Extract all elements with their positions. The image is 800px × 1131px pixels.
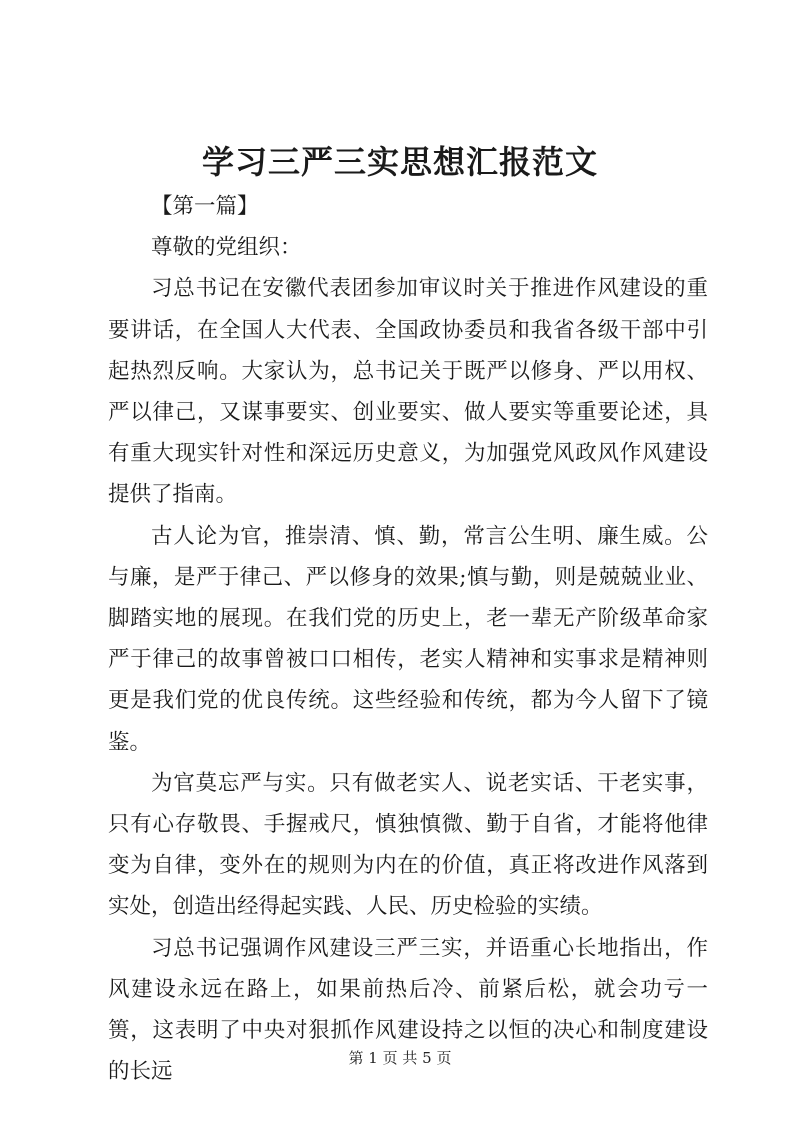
document-title: 学习三严三实思想汇报范文 xyxy=(201,143,598,181)
salutation: 尊敬的党组织： xyxy=(151,235,302,261)
section-heading: 【第一篇】 xyxy=(151,194,259,219)
page-footer: 第 1 页 共 5 页 xyxy=(348,1049,452,1067)
paragraph-2: 古人论为官，推崇清、慎、勤，常言公生明、廉生威。公与廉，是严于律己、严以修身的效果;慎与勤，则是兢兢业业、脚踏实地的展现。在我们党的历史上，老一辈无产阶级革命家严于律己的故事曾被口口相传，老实人精神和实事求是精神则更是我们党的优良传统。这些经验和传统，都为今人留下了镜鉴。 xyxy=(108,523,708,755)
document-body xyxy=(108,186,708,1092)
paragraph-3: 为官莫忘严与实。只有做老实人、说老实话、干老实事，只有心存敬畏、手握戒尺，慎独慎微、勤于自省，才能将他律变为自律，变外在的规则为内在的价值，真正将改进作风落到实处，创造出经得起实践、人民、历史检验的实绩。 xyxy=(108,770,708,920)
paragraph-4: 习总书记强调作风建设三严三实，并语重心长地指出，作风建设永远在路上，如果前热后冷、前紧后松，就会功亏一篑，这表明了中央对狠抓作风建设持之以恒的决心和制度建设的长远 xyxy=(108,935,708,1085)
paragraph-1: 习总书记在安徽代表团参加审议时关于推进作风建设的重要讲话，在全国人大代表、全国政协委员和我省各级干部中引起热烈反响。大家认为，总书记关于既严以修身、严以用权、严以律己，又谋事要实、创业要实、做人要实等重要论述，具有重大现实针对性和深远历史意义，为加强党风政风作风建设提供了指南。 xyxy=(108,276,708,508)
